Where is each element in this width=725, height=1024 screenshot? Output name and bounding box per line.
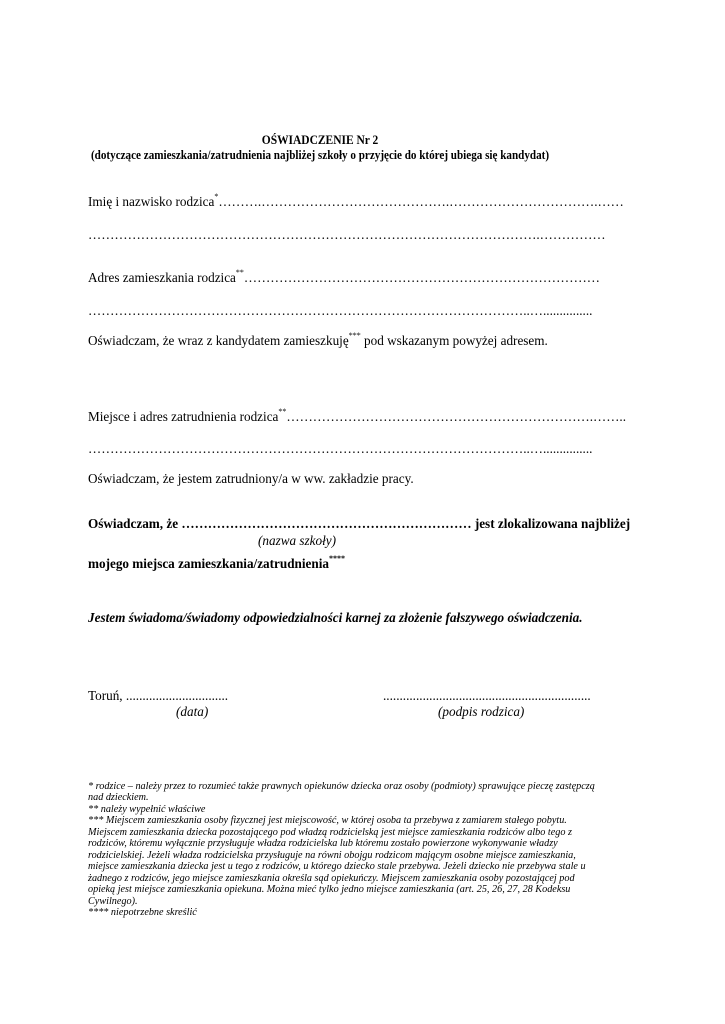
footnote-3-cont: miejsce zamieszkania dziecka jest u tego z rodziców, u którego dziecko stale przebywa. Jeżeli dziecko nie przebywa stale u [88,861,586,872]
footnote-1-cont: nad dzieckiem. [88,792,149,803]
residence-statement: Oświadczam, że wraz z kandydatem zamieszkuję*** pod wskazanym powyżej adresem. [88,331,548,348]
footnote-2: ** należy wypełnić właściwe [88,804,206,815]
parent-name-field-continued[interactable]: ………………………………………………………………………………………….…………… [88,227,606,242]
liability-statement: Jestem świadoma/świadomy odpowiedzialności karnej za złożenie fałszywego oświadczenia. [88,610,583,625]
footnote-mark: *** [348,331,361,340]
school-name-field[interactable]: ………………………………………………………… [181,516,472,531]
footnote-3-cont: rodziców, któremu wyłącznie przysługuje władza rodzicielska lub któremu zostało powierzone wykonywanie władzy [88,838,558,849]
employment-statement: Oświadczam, że jestem zatrudniony/a w ww. zakładzie pracy. [88,471,414,486]
parent-name-field[interactable]: ……….…………………………………….…………………………….…… [218,194,624,209]
footnote-3-cont: żadnego z rodziców, jego miejsce zamieszkania określa sąd opiekuńczy. Miejscem zamieszkania osoby pozostającej pod [88,873,575,884]
footnote-mark: **** [329,554,346,563]
school-statement: Oświadczam, że ………………………………………………………… jest zlokalizowana najbliżej [88,516,631,531]
school-statement-line2: mojego miejsca zamieszkania/zatrudnienia**** [88,554,346,571]
date-caption: (data) [176,704,209,719]
employment-line [88,409,626,425]
place-date-field[interactable]: Toruń, ............................... [88,688,229,703]
footnote-mark: ** [278,407,287,416]
footnote-4: **** niepotrzebne skreślić [88,907,197,918]
employment-field[interactable]: …………………………………………………………….…….. [286,409,626,424]
employment-field-continued[interactable]: ………………………………………………………………………………………..…............... [88,441,593,456]
address-line [88,270,600,286]
document-subtitle: (dotyczące zamieszkania/zatrudnienia najbliżej szkoły o przyjęcie do której ubiega się kandydat) [90,148,550,162]
footnote-1: * rodzice – należy przez to rozumieć także prawnych opiekunów dziecka oraz osoby (podmioty) sprawujące pieczę zastępczą [88,781,595,792]
employment-label: Miejsce i adres zatrudnienia rodzica [88,409,279,424]
footnote-mark: ** [235,268,244,277]
address-label: Adres zamieszkania rodzica [88,270,236,285]
parent-name-label: Imię i nazwisko rodzica [88,194,215,209]
footnote-3-cont: Miejscem zamieszkania dziecka pozostającego pod władzą rodzicielską jest miejsce zamieszkania rodziców albo tego z [88,827,572,838]
address-field-continued[interactable]: ………………………………………………………………………………………..…............... [88,303,593,318]
address-field[interactable]: ……………………………………………………………………… [243,270,600,285]
signature-field[interactable]: ............................................................... [383,688,591,703]
footnote-3-cont: Cywilnego). [88,896,138,907]
footnote-3: *** Miejscem zamieszkania osoby fizycznej jest miejscowość, w której osoba ta przebywa z zamiarem stałego pobytu. [88,815,567,826]
footnote-3-cont: rodzicielskiej. Jeżeli władza rodzicielska przysługuje na równi obojgu rodzicom mającym osobne miejsce zamieszkania, [88,850,576,861]
footnote-3-cont: opieką jest miejsce zamieszkania opiekuna. Można mieć tylko jedno miejsce zamieszkania (art. 25, 26, 27, 28 Kodeksu [88,884,571,895]
document-title: OŚWIADCZENIE Nr 2 [261,132,379,147]
signature-caption: (podpis rodzica) [438,704,525,719]
parent-name-line [88,194,624,210]
footnote-mark: * [214,192,219,201]
school-name-caption: (nazwa szkoły) [258,533,337,548]
